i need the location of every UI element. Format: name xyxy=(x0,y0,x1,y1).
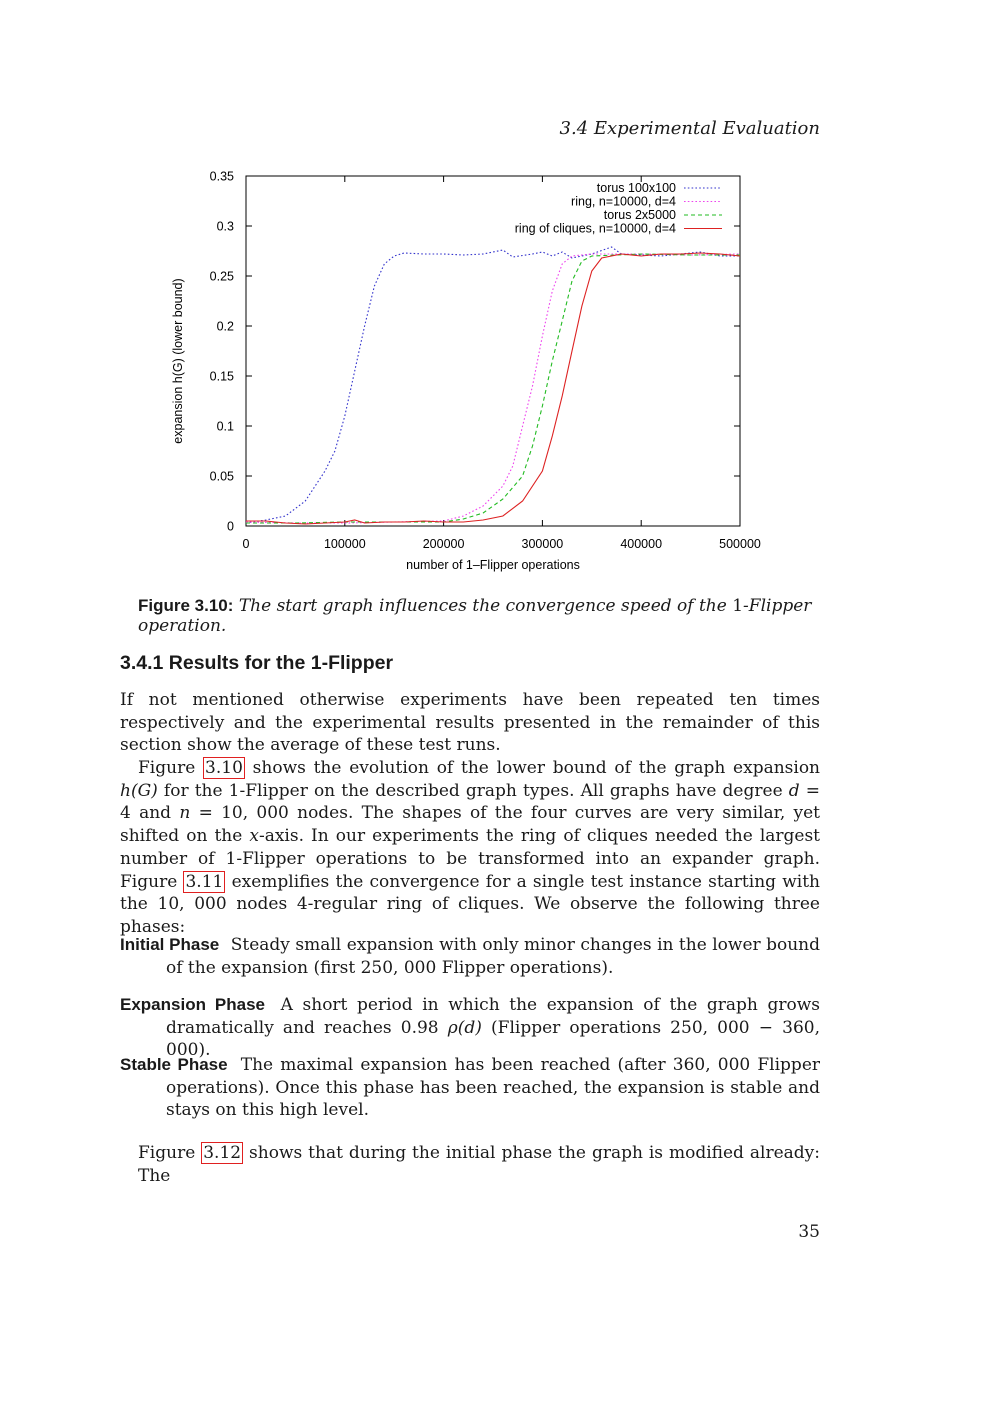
phase-stable xyxy=(120,1054,820,1122)
legend-label-3: ring of cliques, n=10000, d=4 xyxy=(514,221,676,236)
x-tick-label: 300000 xyxy=(521,537,564,551)
series-line-0 xyxy=(246,247,740,523)
plast-text-a: Figure xyxy=(138,1143,196,1163)
phase-description-a: A short period in which the expansion of the graph grows dramatically and reaches 0.98 xyxy=(166,995,821,1038)
y-tick-label: 0.2 xyxy=(216,319,234,334)
paragraph-1: If not mentioned otherwise experiments have been repeated ten times respectively and the experimental results presented in the remainder of this section show the average of these test runs. xyxy=(120,690,820,756)
expansion-chart xyxy=(160,160,800,580)
x-tick-label: 400000 xyxy=(620,537,663,551)
p2-math-n: n xyxy=(179,803,191,824)
series-line-1 xyxy=(246,254,740,523)
figure-caption-text-b: 1 xyxy=(732,596,744,616)
legend-label-0: torus 100x100 xyxy=(596,181,676,195)
x-tick-label: 100000 xyxy=(323,537,366,551)
plast-text-b: shows that during the initial phase the graph is modified already: The xyxy=(138,1143,820,1186)
p2-text-n: = 10, 000 nodes. The shapes of the four curves are very similar, yet shifted on the xyxy=(120,803,821,847)
series-line-3 xyxy=(246,253,740,524)
x-axis-label: number of 1–Flipper operations xyxy=(406,558,580,572)
p2-math-hg: h(G) xyxy=(120,780,158,801)
figure-caption-text-a: The start graph influences the convergence speed of the xyxy=(238,596,727,616)
phase-term: Stable Phase xyxy=(120,1055,228,1074)
p2-math-d: d xyxy=(788,780,800,801)
x-tick-label: 200000 xyxy=(422,537,465,551)
page-number: 35 xyxy=(798,1222,820,1242)
p2-text-c: for the 1-Flipper on the described graph types. All graphs have degree xyxy=(163,780,783,801)
figure-caption xyxy=(138,596,838,636)
x-tick-label: 0 xyxy=(242,537,250,551)
y-tick-label: 0.15 xyxy=(209,369,234,384)
y-tick-label: 0.3 xyxy=(216,219,234,234)
y-tick-label: 0 xyxy=(227,519,234,534)
series-line-2 xyxy=(246,254,740,523)
figure-caption-text-c: -Flipper operation. xyxy=(138,596,812,636)
figure-ref-3-11[interactable]: 3.11 xyxy=(185,871,224,892)
p2-text-d: = 4 and xyxy=(120,780,821,824)
phase-term: Expansion Phase xyxy=(120,995,265,1014)
y-axis-label: expansion h(G) (lower bound) xyxy=(171,278,185,444)
phase-expansion xyxy=(120,994,820,1062)
y-tick-label: 0.25 xyxy=(209,269,234,284)
paragraph-last xyxy=(138,1142,820,1187)
legend-label-2: torus 2x5000 xyxy=(603,208,676,222)
figure-ref-3-10[interactable]: 3.10 xyxy=(205,758,243,778)
figure-ref-3-12[interactable]: 3.12 xyxy=(203,1143,242,1163)
p2-math-x: x xyxy=(249,826,259,847)
p2-text-a: Figure xyxy=(138,758,196,778)
phase-math-rho: ρ(d) xyxy=(447,1017,482,1038)
running-header: 3.4 Experimental Evaluation xyxy=(559,118,820,139)
y-tick-label: 0.35 xyxy=(209,169,234,184)
phase-description: Steady small expansion with only minor changes in the lower bound of the expansion (first 250, 000 Flipper operations). xyxy=(166,935,821,978)
legend-label-1: ring, n=10000, d=4 xyxy=(571,194,676,209)
phase-description: The maximal expansion has been reached (after 360, 000 Flipper operations). Once this phase has been reached, the expansion is stable and stays on this high level. xyxy=(166,1055,820,1121)
section-heading: 3.4.1 Results for the 1-Flipper xyxy=(120,652,394,674)
y-tick-label: 0.1 xyxy=(216,419,234,434)
x-tick-label: 500000 xyxy=(719,537,761,551)
p2-text-f: exemplifies the convergence for a single test instance starting with the 10, 000 nodes 4-regular ring of cliques. We observe the following three phases: xyxy=(120,871,821,937)
p2-text-b: shows the evolution of the lower bound of the graph expansion xyxy=(252,758,820,778)
phase-description-b: (Flipper operations 250, 000 − 360, 000). xyxy=(166,1017,820,1061)
phase-initial xyxy=(120,934,820,979)
p2-text-e: -axis. In our experiments the ring of cliques needed the largest number of 1-Flipper operations to be transformed into an expander graph. Figure xyxy=(120,826,821,892)
y-tick-label: 0.05 xyxy=(209,469,234,484)
paragraph-2 xyxy=(120,757,820,939)
phase-term: Initial Phase xyxy=(120,935,220,954)
figure-label: Figure 3.10: xyxy=(138,596,234,615)
